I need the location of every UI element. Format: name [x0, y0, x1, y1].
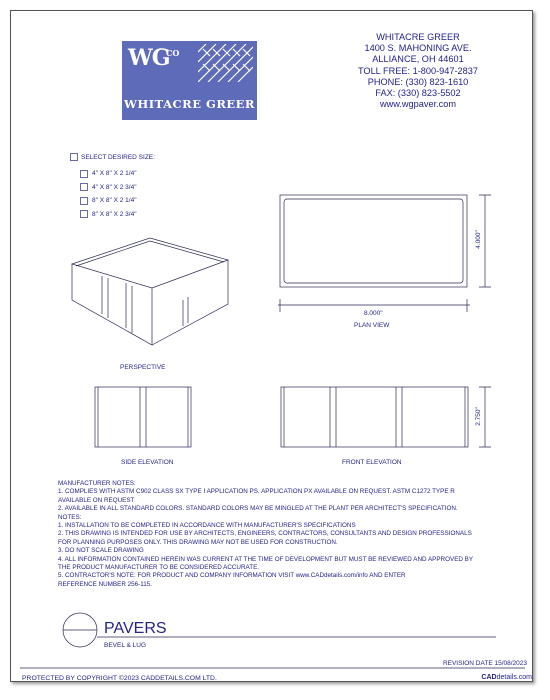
length-dimension: 8.000": [364, 310, 383, 317]
caddetails-brand[interactable]: [481, 674, 532, 681]
company-address: 1400 S. MAHONING AVE.: [364, 43, 472, 54]
notes-line: 5. CONTRACTOR'S NOTE: FOR PRODUCT AND COMPANY INFORMATION VISIT www.CADdetails.com/info AND ENTER: [58, 572, 406, 580]
logo-initials: WG: [128, 45, 170, 71]
notes-line: THE PRODUCT MANUFACTURER TO BE CONSIDERED ACCURATE.: [58, 564, 260, 572]
size-option-label: 4" X 8" X 2 3/4": [92, 183, 137, 191]
drawing-notes: [58, 480, 498, 589]
height-dimension: 2.750": [474, 407, 482, 426]
copyright-notice: PROTECTED BY COPYRIGHT ©2023 CADDETAILS.COM LTD.: [22, 675, 217, 682]
company-website[interactable]: www.wgpaver.com: [379, 99, 457, 110]
notes-line: 1. INSTALLATION TO BE COMPLETED IN ACCORDANCE WITH MANUFACTURER'S SPECIFICATIONS: [58, 522, 356, 530]
revision-date: REVISION DATE 15/08/2023: [442, 660, 527, 667]
notes-line: 2. AVAILABLE IN ALL STANDARD COLORS. STANDARD COLORS MAY BE MINGLED AT THE PLANT PER ARCHITECT'S SPECIFICATION.: [58, 505, 458, 513]
plan-view: [278, 195, 491, 312]
plan-view-label: PLAN VIEW: [354, 322, 390, 329]
perspective-view: [72, 238, 228, 345]
company-phone: PHONE: (330) 823-1610: [367, 76, 469, 87]
notes-line: 2. THIS DRAWING IS INTENDED FOR USE BY ARCHITECTS, ENGINEERS, CONTRACTORS, CONSULTANTS AND DESIGN PROFESSIONALS: [58, 530, 472, 538]
notes-line: MANUFACTURER NOTES:: [58, 480, 136, 487]
side-elevation-view: [95, 387, 191, 447]
front-elevation-view: [281, 387, 491, 447]
perspective-label: PERSPECTIVE: [120, 364, 166, 371]
company-name: WHITACRE GREER: [376, 32, 460, 42]
company-fax: FAX: (330) 823-5502: [375, 88, 461, 99]
company-city: ALLIANCE, OH 44601: [372, 54, 464, 65]
notes-line: 4. ALL INFORMATION CONTAINED HEREIN WAS CURRENT AT THE TIME OF DEVELOPMENT BUT MUST BE REVIEWED AND APPROVED BY: [58, 555, 474, 563]
notes-line: NOTES:: [58, 513, 82, 521]
notes-line: 3. DO NOT SCALE DRAWING: [58, 547, 144, 555]
logo-co: CO: [166, 48, 180, 58]
drawing-title: PAVERS: [104, 620, 167, 637]
brand-suffix: details.com: [496, 674, 532, 681]
notes-line: AVAILABLE ON REQUEST: [58, 496, 135, 504]
drawing-subtitle: BEVEL & LUG: [104, 642, 147, 649]
size-selector-label: SELECT DESIRED SIZE:: [81, 153, 155, 161]
size-option-label: 8" X 8" X 2 1/4": [92, 197, 137, 205]
notes-line: FOR PLANNING PURPOSES ONLY. THIS DRAWING MAY NOT BE USED FOR CONSTRUCTION.: [58, 538, 338, 546]
size-option-label: 8" X 8" X 2 3/4": [92, 210, 137, 218]
company-toll-free: TOLL FREE: 1-800-947-2837: [357, 65, 478, 76]
front-elevation-label: FRONT ELEVATION: [342, 459, 402, 466]
logo-name: WHITACRE GREER: [124, 97, 255, 111]
width-dimension: 4.000": [474, 230, 482, 249]
notes-line: 1. COMPLIES WITH ASTM C902 CLASS SX TYPE I APPLICATION PS. APPLICATION PX AVAILABLE ON REQUEST. ASTM C1272 TYPE R: [58, 488, 455, 496]
brand-prefix: CAD: [481, 674, 497, 681]
size-option-label: 4" X 8" X 2 1/4": [92, 170, 137, 178]
notes-line: REFERENCE NUMBER 256-115.: [58, 580, 153, 588]
side-elevation-label: SIDE ELEVATION: [121, 459, 174, 466]
